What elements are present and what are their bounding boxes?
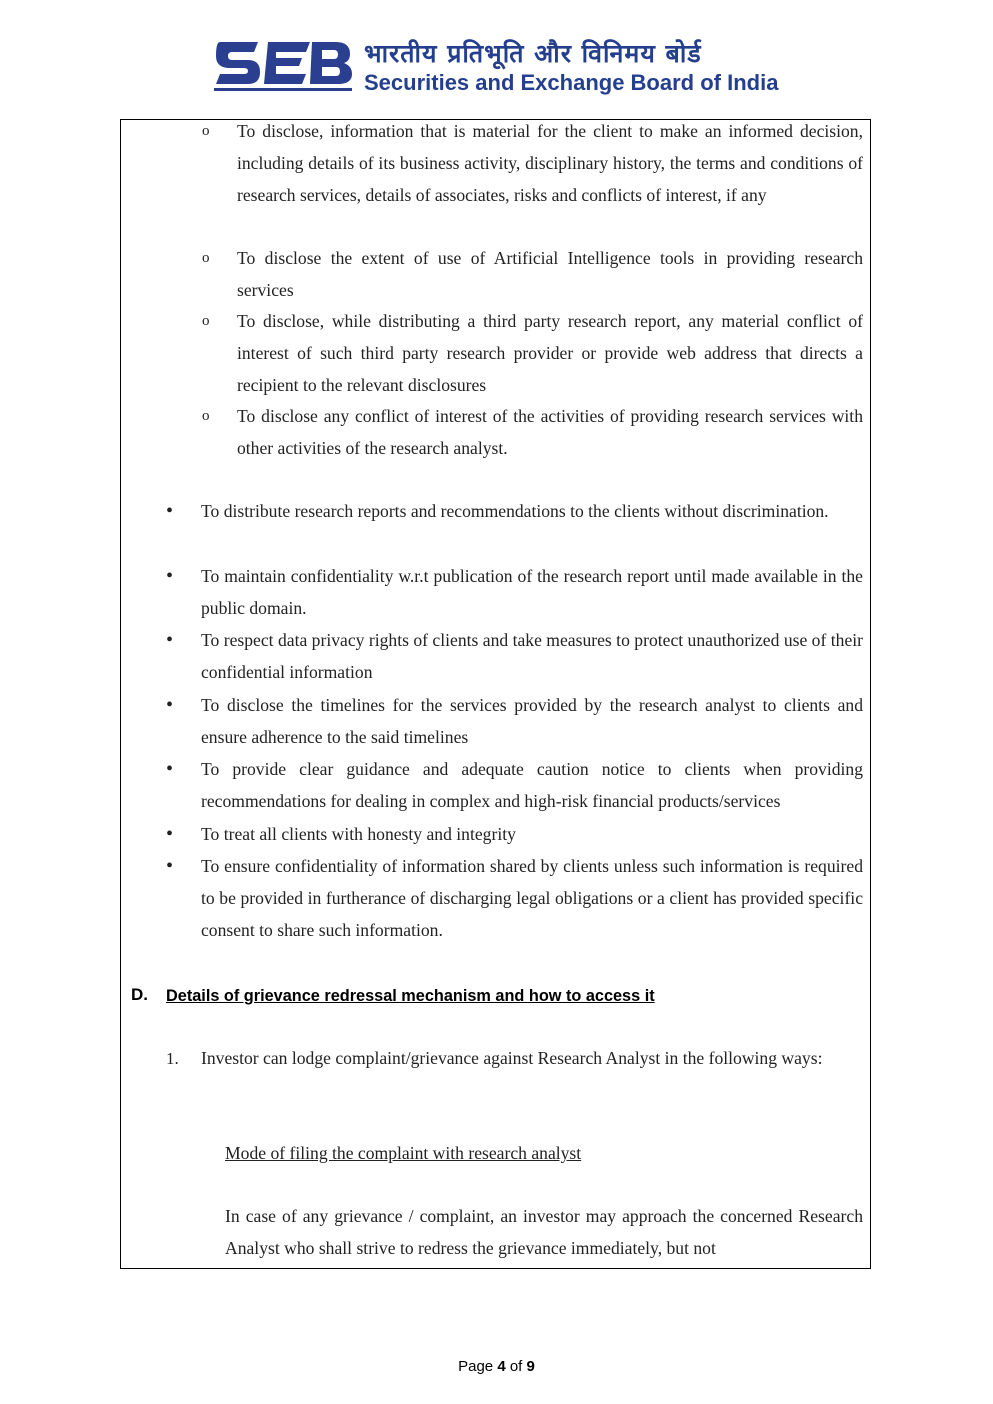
bullet-marker: • [166, 565, 174, 587]
section-d-heading: Details of grievance redressal mechanism and how to access it [166, 987, 655, 1005]
logo-hindi-text: भारतीय प्रतिभूति और विनिमय बोर्ड [364, 39, 702, 68]
bullet-marker: • [166, 694, 174, 716]
total-pages-number: 9 [526, 1358, 535, 1375]
bullet-item: To respect data privacy rights of clients and take measures to protect unauthorized use of their confidential information [201, 630, 863, 682]
page-label: Page [458, 1358, 494, 1375]
bullet-item: To provide clear guidance and adequate caution notice to clients when providing recommendations for dealing in complex and high-risk financial products/services [201, 759, 863, 811]
grievance-paragraph: In case of any grievance / complaint, an investor may approach the concerned Research Analyst who shall strive to redress the grievance immediately, but not [225, 1206, 863, 1258]
bullet-item: To ensure confidentiality of information shared by clients unless such information is required to be provided in furtherance of discharging legal obligations or a client has provided specific consent to share such information. [201, 856, 863, 940]
bullet-item: To distribute research reports and recommendations to the clients without discrimination. [201, 501, 829, 521]
content-box [120, 119, 871, 1269]
page-header [214, 34, 779, 100]
logo-english-text: Securities and Exchange Board of India [364, 70, 779, 95]
bullet-item: To disclose the timelines for the services provided by the research analyst to clients and ensure adherence to the said timelines [201, 695, 863, 747]
page-footer [0, 1358, 993, 1375]
complaint-mode-subheading: Mode of filing the complaint with research analyst [225, 1143, 582, 1163]
numbered-item-marker: 1. [166, 1049, 179, 1068]
section-d-letter: D. [131, 985, 148, 1004]
sub-bullet-item: To disclose any conflict of interest of the activities of providing research services with other activities of the research analyst. [237, 406, 863, 458]
bullet-marker: • [166, 758, 174, 780]
sub-bullet-marker: o [202, 250, 210, 266]
sub-bullet-marker: o [202, 123, 210, 139]
of-label: of [509, 1358, 523, 1375]
current-page-number: 4 [497, 1358, 506, 1375]
numbered-item: Investor can lodge complaint/grievance against Research Analyst in the following ways: [201, 1048, 823, 1068]
bullet-marker: • [166, 823, 174, 845]
sub-bullet-item: To disclose, information that is material for the client to make an informed decision, including details of its business activity, disciplinary history, the terms and conditions of research services, details of associates, risks and conflicts of interest, if any [237, 121, 863, 205]
bullet-marker: • [166, 629, 174, 651]
sub-bullet-item: To disclose the extent of use of Artificial Intelligence tools in providing research services [237, 248, 863, 300]
bullet-marker: • [166, 500, 174, 522]
bullet-item: To treat all clients with honesty and integrity [201, 824, 516, 844]
sub-bullet-marker: o [202, 408, 210, 424]
sub-bullet-marker: o [202, 313, 210, 329]
bullet-marker: • [166, 855, 174, 877]
sub-bullet-item: To disclose, while distributing a third party research report, any material conflict of interest of such third party research provider or provide web address that directs a recipient to the relevant disclosures [237, 311, 863, 395]
bullet-item: To maintain confidentiality w.r.t publication of the research report until made available in the public domain. [201, 566, 863, 618]
sebi-logo-icon [214, 34, 354, 100]
